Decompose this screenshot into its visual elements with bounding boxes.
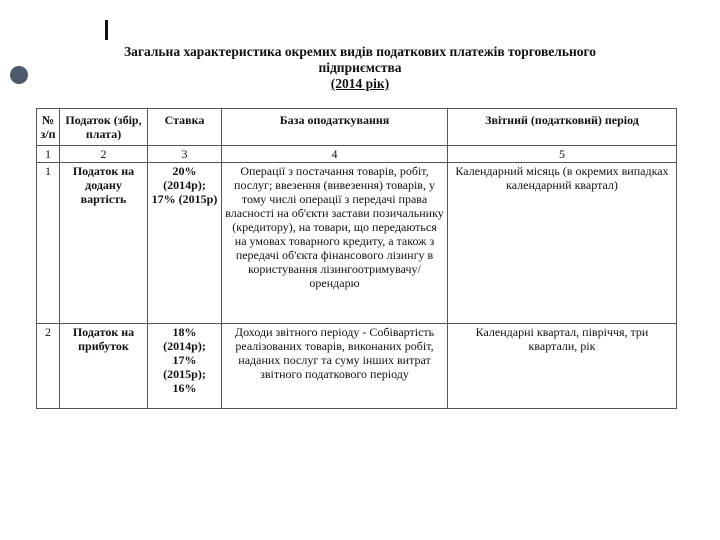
header-period: Звітний (податковий) період <box>448 109 677 146</box>
row-tax: Податок на прибуток <box>60 324 148 409</box>
table-header-row <box>37 109 677 146</box>
column-number-row <box>37 146 677 163</box>
row-rate: 20% (2014р); 17% (2015р) <box>148 163 222 324</box>
row-period: Календарний місяць (в окремих випадках календарний квартал) <box>448 163 677 324</box>
header-number: № з/п <box>37 109 60 146</box>
row-base: Операції з постачання товарів, робіт, послуг; ввезення (вивезення) товарів, у тому числі операції з передачі права власності на об'єкти застави позичальнику (кредитору), на товари, що передаються на умовах товарного кредиту, а також з передачі об'єкта фінансового лізингу в користування лізингоотримувачу/орендарю <box>222 163 448 324</box>
slide-bullet-dot <box>10 66 28 84</box>
page-title <box>40 44 680 92</box>
row-base: Доходи звітного періоду - Собівартість реалізованих товарів, виконаних робіт, наданих послуг та суму інших витрат звітного податкового періоду <box>222 324 448 409</box>
column-number: 5 <box>448 146 677 163</box>
tax-table <box>36 108 677 409</box>
column-number: 3 <box>148 146 222 163</box>
header-base: База оподаткування <box>222 109 448 146</box>
row-period: Календарні квартал, півріччя, три квартали, рік <box>448 324 677 409</box>
header-tax: Податок (збір, плата) <box>60 109 148 146</box>
slide-top-bar <box>105 20 108 40</box>
column-number: 2 <box>60 146 148 163</box>
header-rate: Ставка <box>148 109 222 146</box>
title-line-1: Загальна характеристика окремих видів податкових платежів торговельного <box>123 44 597 59</box>
title-line-3: (2014 рік) <box>330 76 390 91</box>
title-line-2: підприємства <box>318 60 402 75</box>
row-rate: 18% (2014р); 17% (2015р); 16% <box>148 324 222 409</box>
table-row <box>37 163 677 324</box>
row-number: 2 <box>37 324 60 409</box>
row-tax: Податок на додану вартість <box>60 163 148 324</box>
column-number: 4 <box>222 146 448 163</box>
table-row <box>37 324 677 409</box>
row-number: 1 <box>37 163 60 324</box>
column-number: 1 <box>37 146 60 163</box>
